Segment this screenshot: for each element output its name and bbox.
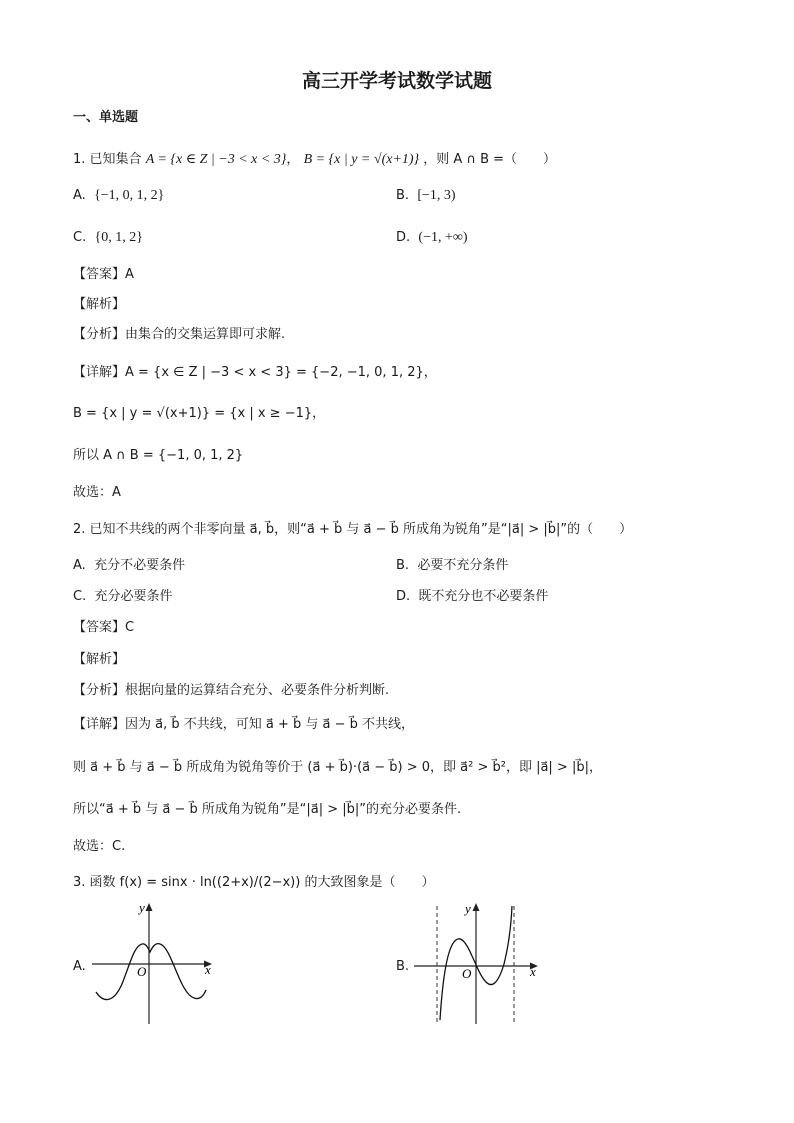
option-text: 必要不充分条件: [417, 558, 509, 573]
q1-analysis-tag: 【解析】: [73, 297, 126, 312]
q2-detail-line2: 则 a⃗ + b⃗ 与 a⃗ − b⃗ 所成角为锐角等价于 (a⃗ + b⃗)·(a⃗ − b⃗) > 0，即 a⃗² > b⃗²，即 |a⃗| > |b⃗|，: [73, 760, 602, 775]
y-axis-label: y: [465, 901, 471, 916]
q1-set-b: B = {x | y = √(x+1)}: [303, 152, 420, 167]
y-axis-label: y: [139, 900, 145, 915]
q2-analysis-tag: 【解析】: [73, 652, 126, 667]
q2-option-b: [396, 559, 508, 572]
option-text: 充分不必要条件: [94, 558, 186, 573]
q2-option-a: [73, 559, 185, 572]
option-text: [−1, 3): [417, 188, 456, 203]
q1-detail-line2: B = {x | y = √(x+1)} = {x | x ≥ −1}，: [73, 406, 326, 421]
option-label: C.: [73, 230, 87, 245]
q3-graph-a: [90, 898, 220, 1028]
option-text: {−1, 0, 1, 2}: [94, 188, 165, 203]
origin-label: O: [137, 964, 147, 979]
option-label: D.: [396, 230, 411, 245]
option-label: C.: [73, 589, 87, 604]
q1-option-d: [396, 231, 468, 245]
q1-option-c: [73, 231, 143, 245]
q1-choose: 故选：A: [73, 485, 121, 500]
option-text: 既不充分也不必要条件: [418, 589, 549, 604]
q1-detail-line3: 所以 A ∩ B = {−1, 0, 1, 2}: [73, 448, 244, 463]
option-label: A.: [73, 188, 86, 203]
x-axis-label: x: [205, 962, 211, 977]
q2-analysis: 【分析】根据向量的运算结合充分、必要条件分析判断.: [73, 683, 390, 698]
q1-detail-line1: 【详解】A = {x ∈ Z | −3 < x < 3} = {−2, −1, 0, 1, 2}，: [73, 365, 437, 380]
option-text: {0, 1, 2}: [94, 230, 143, 245]
x-axis-label: x: [530, 964, 536, 979]
q1-stem-prefix: 1. 已知集合: [73, 152, 142, 167]
q2-detail-line1: 【详解】因为 a⃗, b⃗ 不共线，可知 a⃗ + b⃗ 与 a⃗ − b⃗ 不共线，: [73, 717, 415, 732]
option-label: A.: [73, 558, 86, 573]
q3-option-a-label: A.: [73, 959, 86, 974]
q2-option-d: [396, 590, 548, 603]
q1-option-b: [396, 189, 456, 203]
origin-label: O: [462, 966, 472, 981]
q3-option-b-label: B.: [396, 959, 410, 974]
q1-set-a: A = {x ∈ Z | −3 < x < 3}: [145, 152, 287, 167]
q3-stem: 3. 函数 f(x) = sinx · ln((2+x)/(2−x)) 的大致图象是（ ）: [73, 875, 435, 890]
q1-analysis: 【分析】由集合的交集运算即可求解.: [73, 327, 286, 342]
curve-a: [96, 944, 206, 1000]
q1-option-a: [73, 189, 164, 203]
page-title: 高三开学考试数学试题: [301, 70, 492, 92]
option-label: D.: [396, 589, 411, 604]
q1-stem: [73, 153, 556, 167]
section-heading: 一、单选题: [73, 110, 139, 125]
q2-choose: 故选：C.: [73, 839, 126, 854]
q2-answer: 【答案】C: [73, 620, 135, 635]
option-label: B.: [396, 558, 410, 573]
q1-stem-suffix: ，则 A ∩ B =（ ）: [423, 152, 557, 167]
q2-option-c: [73, 590, 173, 603]
y-axis-arrow: [146, 903, 153, 911]
y-axis-arrow: [473, 903, 480, 911]
option-label: B.: [396, 188, 410, 203]
q1-comma: ，: [286, 152, 300, 167]
q3-graph-b: [412, 898, 552, 1028]
q1-answer: 【答案】A: [73, 267, 134, 282]
q2-stem: 2. 已知不共线的两个非零向量 a⃗, b⃗，则“a⃗ + b⃗ 与 a⃗ − b⃗ 所成角为锐角”是“|a⃗| > |b⃗|”的（ ）: [73, 522, 633, 537]
option-text: (−1, +∞): [418, 230, 468, 245]
option-text: 充分必要条件: [94, 589, 173, 604]
q2-detail-line3: 所以“a⃗ + b⃗ 与 a⃗ − b⃗ 所成角为锐角”是“|a⃗| > |b⃗|”的充分必要条件.: [73, 802, 462, 817]
